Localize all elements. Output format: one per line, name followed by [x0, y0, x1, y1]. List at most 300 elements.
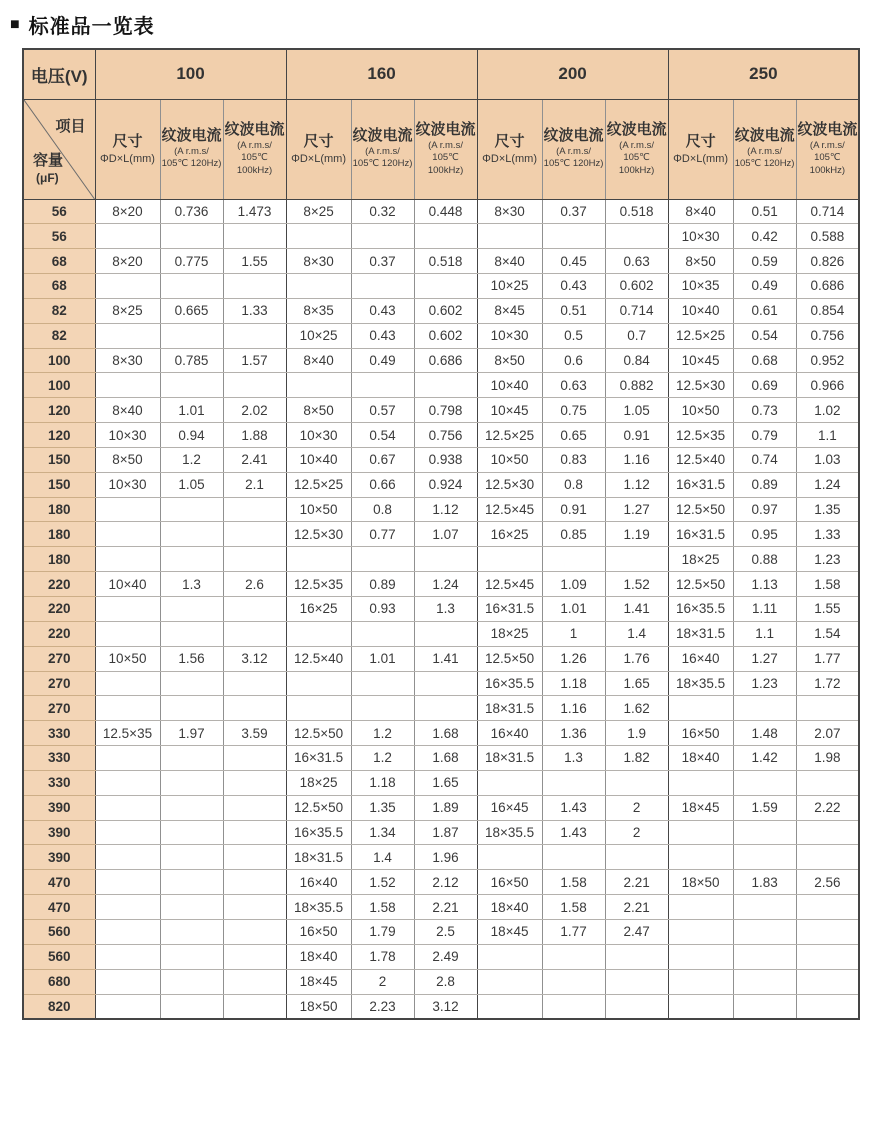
capacity-cell: 56 [23, 199, 95, 224]
size-cell: 18×50 [286, 994, 351, 1019]
ripple-100k-cell: 1.89 [414, 795, 477, 820]
ripple-100k-cell: 0.756 [414, 423, 477, 448]
ripple-100k-cell: 1.05 [605, 398, 668, 423]
ripple-120-cell: 0.85 [542, 522, 605, 547]
ripple-100k-cell: 2.56 [796, 870, 859, 895]
capacity-cell: 270 [23, 671, 95, 696]
ripple-100k-cell: 0.826 [796, 249, 859, 274]
table-row [23, 274, 859, 299]
column-header-ripple-100khz: 纹波电流 (A r.m.s/ 105℃ 100kHz) [605, 99, 668, 199]
ripple-100k-cell: 2.12 [414, 870, 477, 895]
size-cell [668, 919, 733, 944]
capacity-cell: 330 [23, 721, 95, 746]
ripple-100k-cell [223, 547, 286, 572]
ripple-120-cell [733, 820, 796, 845]
capacity-cell: 68 [23, 274, 95, 299]
ripple-100k-cell: 1.98 [796, 746, 859, 771]
ripple-120-cell: 0.775 [160, 249, 223, 274]
table-row [23, 447, 859, 472]
size-cell: 10×50 [95, 646, 160, 671]
ripple-120-cell: 0.32 [351, 199, 414, 224]
ripple-100k-cell: 0.84 [605, 348, 668, 373]
capacity-cell: 68 [23, 249, 95, 274]
size-cell: 10×25 [286, 323, 351, 348]
size-cell: 8×50 [477, 348, 542, 373]
size-cell [95, 746, 160, 771]
ripple-120-cell: 1.18 [351, 770, 414, 795]
size-cell: 12.5×30 [668, 373, 733, 398]
size-cell [95, 870, 160, 895]
size-cell: 12.5×50 [668, 572, 733, 597]
ripple-100k-cell [605, 969, 668, 994]
ripple-100k-cell: 1.82 [605, 746, 668, 771]
size-cell [668, 944, 733, 969]
ripple-120-cell: 0.51 [542, 298, 605, 323]
size-cell [95, 323, 160, 348]
table-row [23, 696, 859, 721]
ripple-100k-cell [223, 895, 286, 920]
ripple-100k-cell: 0.518 [605, 199, 668, 224]
size-cell: 8×50 [286, 398, 351, 423]
ripple-120-cell [351, 274, 414, 299]
ripple-120-cell: 0.66 [351, 472, 414, 497]
ripple-120-cell: 0.54 [733, 323, 796, 348]
ripple-100k-cell: 2.8 [414, 969, 477, 994]
size-cell: 18×45 [477, 919, 542, 944]
size-cell [95, 497, 160, 522]
size-cell: 10×30 [95, 423, 160, 448]
ripple-120-cell: 1.77 [542, 919, 605, 944]
ripple-120-cell: 1.26 [542, 646, 605, 671]
size-cell [95, 224, 160, 249]
ripple-100k-cell: 2.22 [796, 795, 859, 820]
table-row [23, 994, 859, 1019]
size-cell: 10×50 [477, 447, 542, 472]
ripple-100k-cell [605, 770, 668, 795]
ripple-100k-cell [414, 274, 477, 299]
ripple-100k-cell: 1.35 [796, 497, 859, 522]
ripple-120-cell: 1.43 [542, 820, 605, 845]
capacity-cell: 100 [23, 348, 95, 373]
ripple-100k-cell: 0.686 [796, 274, 859, 299]
size-cell: 10×45 [477, 398, 542, 423]
size-cell: 18×25 [668, 547, 733, 572]
size-cell: 12.5×35 [286, 572, 351, 597]
ripple-120-cell [160, 224, 223, 249]
ripple-120-cell [160, 746, 223, 771]
ripple-120-cell [160, 696, 223, 721]
size-cell [95, 770, 160, 795]
ripple-100k-cell [223, 323, 286, 348]
size-cell: 10×45 [668, 348, 733, 373]
ripple-100k-cell [414, 373, 477, 398]
ripple-120-cell: 1.2 [351, 746, 414, 771]
size-cell [477, 994, 542, 1019]
size-cell: 16×50 [668, 721, 733, 746]
size-cell: 12.5×35 [668, 423, 733, 448]
size-cell: 12.5×40 [668, 447, 733, 472]
ripple-120-cell [160, 870, 223, 895]
ripple-120-cell: 0.8 [351, 497, 414, 522]
ripple-120-cell: 1.3 [542, 746, 605, 771]
table-row [23, 944, 859, 969]
ripple-120-cell: 1.13 [733, 572, 796, 597]
size-cell: 16×45 [477, 795, 542, 820]
ripple-100k-cell [223, 795, 286, 820]
capacity-cell: 120 [23, 398, 95, 423]
size-cell: 16×35.5 [286, 820, 351, 845]
size-cell [95, 919, 160, 944]
ripple-100k-cell: 0.7 [605, 323, 668, 348]
ripple-120-cell [733, 845, 796, 870]
ripple-120-cell: 1.34 [351, 820, 414, 845]
size-cell: 8×45 [477, 298, 542, 323]
ripple-100k-cell: 0.63 [605, 249, 668, 274]
table-row [23, 547, 859, 572]
ripple-100k-cell [796, 895, 859, 920]
ripple-120-cell [160, 671, 223, 696]
ripple-100k-cell: 1.12 [414, 497, 477, 522]
size-cell [477, 224, 542, 249]
ripple-100k-cell: 0.518 [414, 249, 477, 274]
capacity-cell: 82 [23, 323, 95, 348]
table-row [23, 671, 859, 696]
ripple-120-cell: 1.09 [542, 572, 605, 597]
ripple-100k-cell: 0.756 [796, 323, 859, 348]
ripple-120-cell: 0.43 [351, 323, 414, 348]
size-cell: 18×35.5 [668, 671, 733, 696]
ripple-100k-cell: 0.924 [414, 472, 477, 497]
ripple-120-cell [733, 919, 796, 944]
column-header-ripple-100khz: 纹波电流 (A r.m.s/ 105℃ 100kHz) [796, 99, 859, 199]
ripple-120-cell: 1.42 [733, 746, 796, 771]
ripple-100k-cell: 1.77 [796, 646, 859, 671]
table-row [23, 398, 859, 423]
size-cell: 10×30 [95, 472, 160, 497]
ripple-100k-cell [223, 820, 286, 845]
ripple-100k-cell: 1.87 [414, 820, 477, 845]
ripple-120-cell: 0.93 [351, 597, 414, 622]
size-cell: 8×40 [95, 398, 160, 423]
table-row [23, 497, 859, 522]
size-cell: 16×50 [286, 919, 351, 944]
size-cell [477, 944, 542, 969]
ripple-100k-cell: 1.96 [414, 845, 477, 870]
ripple-120-cell: 0.49 [733, 274, 796, 299]
size-cell: 12.5×45 [477, 497, 542, 522]
ripple-100k-cell: 1.33 [223, 298, 286, 323]
capacity-cell: 390 [23, 845, 95, 870]
size-cell [668, 994, 733, 1019]
ripple-100k-cell: 0.686 [414, 348, 477, 373]
table-row [23, 721, 859, 746]
ripple-100k-cell: 0.882 [605, 373, 668, 398]
ripple-120-cell: 1.58 [542, 870, 605, 895]
ripple-100k-cell: 1.65 [414, 770, 477, 795]
ripple-120-cell: 0.95 [733, 522, 796, 547]
size-cell: 18×31.5 [668, 621, 733, 646]
ripple-120-cell [160, 770, 223, 795]
ripple-100k-cell [223, 497, 286, 522]
size-cell [477, 770, 542, 795]
ripple-100k-cell [796, 770, 859, 795]
ripple-120-cell: 1.58 [351, 895, 414, 920]
size-cell: 16×40 [668, 646, 733, 671]
size-cell: 12.5×30 [286, 522, 351, 547]
ripple-120-cell [160, 845, 223, 870]
ripple-120-cell [160, 274, 223, 299]
size-cell: 8×40 [286, 348, 351, 373]
ripple-120-cell: 1.2 [160, 447, 223, 472]
ripple-100k-cell: 1.62 [605, 696, 668, 721]
ripple-120-cell [160, 969, 223, 994]
table-row [23, 845, 859, 870]
ripple-100k-cell [223, 224, 286, 249]
table-row [23, 795, 859, 820]
ripple-100k-cell: 1.4 [605, 621, 668, 646]
ripple-100k-cell: 0.91 [605, 423, 668, 448]
capacity-cell: 270 [23, 646, 95, 671]
ripple-100k-cell [223, 845, 286, 870]
ripple-120-cell: 0.45 [542, 249, 605, 274]
size-cell: 16×31.5 [477, 597, 542, 622]
ripple-120-cell: 1.97 [160, 721, 223, 746]
ripple-120-cell: 0.54 [351, 423, 414, 448]
size-cell: 10×50 [668, 398, 733, 423]
ripple-120-cell: 0.736 [160, 199, 223, 224]
ripple-120-cell: 1.2 [351, 721, 414, 746]
size-cell [95, 944, 160, 969]
ripple-120-cell: 0.37 [542, 199, 605, 224]
size-cell [95, 795, 160, 820]
ripple-100k-cell [223, 770, 286, 795]
ripple-100k-cell [223, 373, 286, 398]
ripple-100k-cell [223, 597, 286, 622]
size-cell: 18×40 [668, 746, 733, 771]
ripple-120-cell: 2.23 [351, 994, 414, 1019]
ripple-120-cell: 0.6 [542, 348, 605, 373]
capacity-cell: 180 [23, 547, 95, 572]
voltage-label-cell: 电压(V) [23, 49, 95, 99]
ripple-100k-cell [223, 919, 286, 944]
page-title-text: 标准品一览表 [28, 16, 155, 38]
capacity-cell: 150 [23, 447, 95, 472]
ripple-120-cell [160, 919, 223, 944]
capacity-cell: 470 [23, 870, 95, 895]
column-header-ripple-120hz: 纹波电流 (A r.m.s/ 105℃ 120Hz) [733, 99, 796, 199]
table-row [23, 770, 859, 795]
ripple-120-cell [542, 770, 605, 795]
ripple-100k-cell: 3.12 [223, 646, 286, 671]
ripple-120-cell: 2 [351, 969, 414, 994]
capacity-cell: 180 [23, 522, 95, 547]
ripple-120-cell: 1.35 [351, 795, 414, 820]
ripple-100k-cell [223, 671, 286, 696]
ripple-120-cell [542, 547, 605, 572]
size-cell [286, 621, 351, 646]
size-cell: 10×30 [668, 224, 733, 249]
ripple-120-cell: 0.79 [733, 423, 796, 448]
ripple-100k-cell [605, 547, 668, 572]
size-cell: 10×50 [286, 497, 351, 522]
size-cell: 18×31.5 [286, 845, 351, 870]
size-cell [286, 224, 351, 249]
ripple-120-cell: 1.59 [733, 795, 796, 820]
size-cell [95, 621, 160, 646]
table-row [23, 646, 859, 671]
size-cell: 10×25 [477, 274, 542, 299]
column-header-size: 尺寸 ΦD×L(mm) [477, 99, 542, 199]
ripple-100k-cell: 2.07 [796, 721, 859, 746]
size-cell: 12.5×50 [668, 497, 733, 522]
ripple-100k-cell: 1.55 [223, 249, 286, 274]
size-cell [95, 522, 160, 547]
size-cell: 8×25 [286, 199, 351, 224]
ripple-120-cell [160, 820, 223, 845]
size-cell: 8×30 [95, 348, 160, 373]
ripple-120-cell: 0.59 [733, 249, 796, 274]
ripple-100k-cell: 2.47 [605, 919, 668, 944]
ripple-100k-cell: 1.24 [414, 572, 477, 597]
ripple-120-cell: 0.49 [351, 348, 414, 373]
size-cell: 12.5×40 [286, 646, 351, 671]
capacity-cell: 820 [23, 994, 95, 1019]
corner-cell [23, 99, 95, 199]
size-cell [477, 845, 542, 870]
ripple-100k-cell: 1.473 [223, 199, 286, 224]
voltage-100-cell: 100 [95, 49, 286, 99]
capacity-cell: 120 [23, 423, 95, 448]
size-cell: 16×25 [477, 522, 542, 547]
ripple-120-cell: 1.18 [542, 671, 605, 696]
ripple-120-cell: 0.77 [351, 522, 414, 547]
ripple-100k-cell: 2.41 [223, 447, 286, 472]
size-cell [668, 969, 733, 994]
ripple-120-cell: 1.4 [351, 845, 414, 870]
size-cell: 18×45 [668, 795, 733, 820]
ripple-100k-cell [796, 696, 859, 721]
capacity-cell: 470 [23, 895, 95, 920]
ripple-100k-cell: 1.23 [796, 547, 859, 572]
ripple-100k-cell: 2.6 [223, 572, 286, 597]
ripple-100k-cell [414, 547, 477, 572]
size-cell: 12.5×25 [286, 472, 351, 497]
ripple-100k-cell: 2.1 [223, 472, 286, 497]
ripple-100k-cell [605, 994, 668, 1019]
ripple-120-cell: 0.37 [351, 249, 414, 274]
ripple-100k-cell: 1.52 [605, 572, 668, 597]
ripple-100k-cell: 0.714 [605, 298, 668, 323]
size-cell: 10×40 [286, 447, 351, 472]
ripple-120-cell [160, 547, 223, 572]
ripple-100k-cell [223, 746, 286, 771]
title-bullet-icon: ■ [10, 15, 21, 33]
capacity-cell: 100 [23, 373, 95, 398]
ripple-100k-cell: 1.33 [796, 522, 859, 547]
ripple-120-cell: 1.78 [351, 944, 414, 969]
size-cell: 16×40 [286, 870, 351, 895]
ripple-100k-cell: 0.602 [605, 274, 668, 299]
ripple-100k-cell: 0.966 [796, 373, 859, 398]
ripple-100k-cell: 1.68 [414, 746, 477, 771]
ripple-100k-cell: 0.602 [414, 298, 477, 323]
table-row [23, 919, 859, 944]
ripple-100k-cell: 1.16 [605, 447, 668, 472]
ripple-120-cell [733, 770, 796, 795]
size-cell: 12.5×50 [286, 795, 351, 820]
ripple-100k-cell [796, 820, 859, 845]
corner-capacity-unit: (μF) [36, 170, 59, 185]
size-cell [286, 373, 351, 398]
ripple-120-cell: 0.88 [733, 547, 796, 572]
ripple-100k-cell [223, 994, 286, 1019]
ripple-120-cell [351, 621, 414, 646]
size-cell: 16×40 [477, 721, 542, 746]
ripple-120-cell: 0.89 [351, 572, 414, 597]
size-cell: 8×30 [286, 249, 351, 274]
ripple-100k-cell [223, 696, 286, 721]
ripple-120-cell: 1.16 [542, 696, 605, 721]
voltage-200-cell: 200 [477, 49, 668, 99]
table-row [23, 746, 859, 771]
size-cell: 10×40 [668, 298, 733, 323]
voltage-250-cell: 250 [668, 49, 859, 99]
ripple-120-cell [160, 621, 223, 646]
ripple-120-cell: 1.43 [542, 795, 605, 820]
capacity-cell: 150 [23, 472, 95, 497]
ripple-100k-cell: 0.798 [414, 398, 477, 423]
table-row [23, 969, 859, 994]
size-cell: 16×31.5 [668, 472, 733, 497]
table-body [23, 199, 859, 1019]
ripple-120-cell [351, 696, 414, 721]
size-cell [95, 845, 160, 870]
ripple-100k-cell [605, 845, 668, 870]
size-cell: 18×35.5 [477, 820, 542, 845]
table-row [23, 348, 859, 373]
column-header-ripple-120hz: 纹波电流 (A r.m.s/ 105℃ 120Hz) [351, 99, 414, 199]
ripple-120-cell: 0.5 [542, 323, 605, 348]
size-cell: 8×40 [477, 249, 542, 274]
ripple-100k-cell [414, 224, 477, 249]
ripple-120-cell [733, 994, 796, 1019]
table-row [23, 323, 859, 348]
ripple-100k-cell: 1.54 [796, 621, 859, 646]
ripple-100k-cell: 2.02 [223, 398, 286, 423]
size-cell [668, 696, 733, 721]
voltage-160-cell: 160 [286, 49, 477, 99]
capacity-cell: 180 [23, 497, 95, 522]
ripple-120-cell [542, 224, 605, 249]
size-cell: 8×50 [95, 447, 160, 472]
ripple-120-cell: 0.43 [351, 298, 414, 323]
ripple-120-cell: 0.63 [542, 373, 605, 398]
ripple-120-cell: 1.1 [733, 621, 796, 646]
size-cell: 10×30 [286, 423, 351, 448]
ripple-100k-cell: 1.19 [605, 522, 668, 547]
ripple-100k-cell: 1.24 [796, 472, 859, 497]
ripple-120-cell: 1.36 [542, 721, 605, 746]
ripple-120-cell: 1.05 [160, 472, 223, 497]
ripple-120-cell [160, 522, 223, 547]
size-cell: 12.5×50 [286, 721, 351, 746]
size-cell [668, 770, 733, 795]
table-row [23, 472, 859, 497]
ripple-100k-cell [223, 969, 286, 994]
capacity-cell: 56 [23, 224, 95, 249]
size-cell [95, 969, 160, 994]
size-cell [95, 820, 160, 845]
